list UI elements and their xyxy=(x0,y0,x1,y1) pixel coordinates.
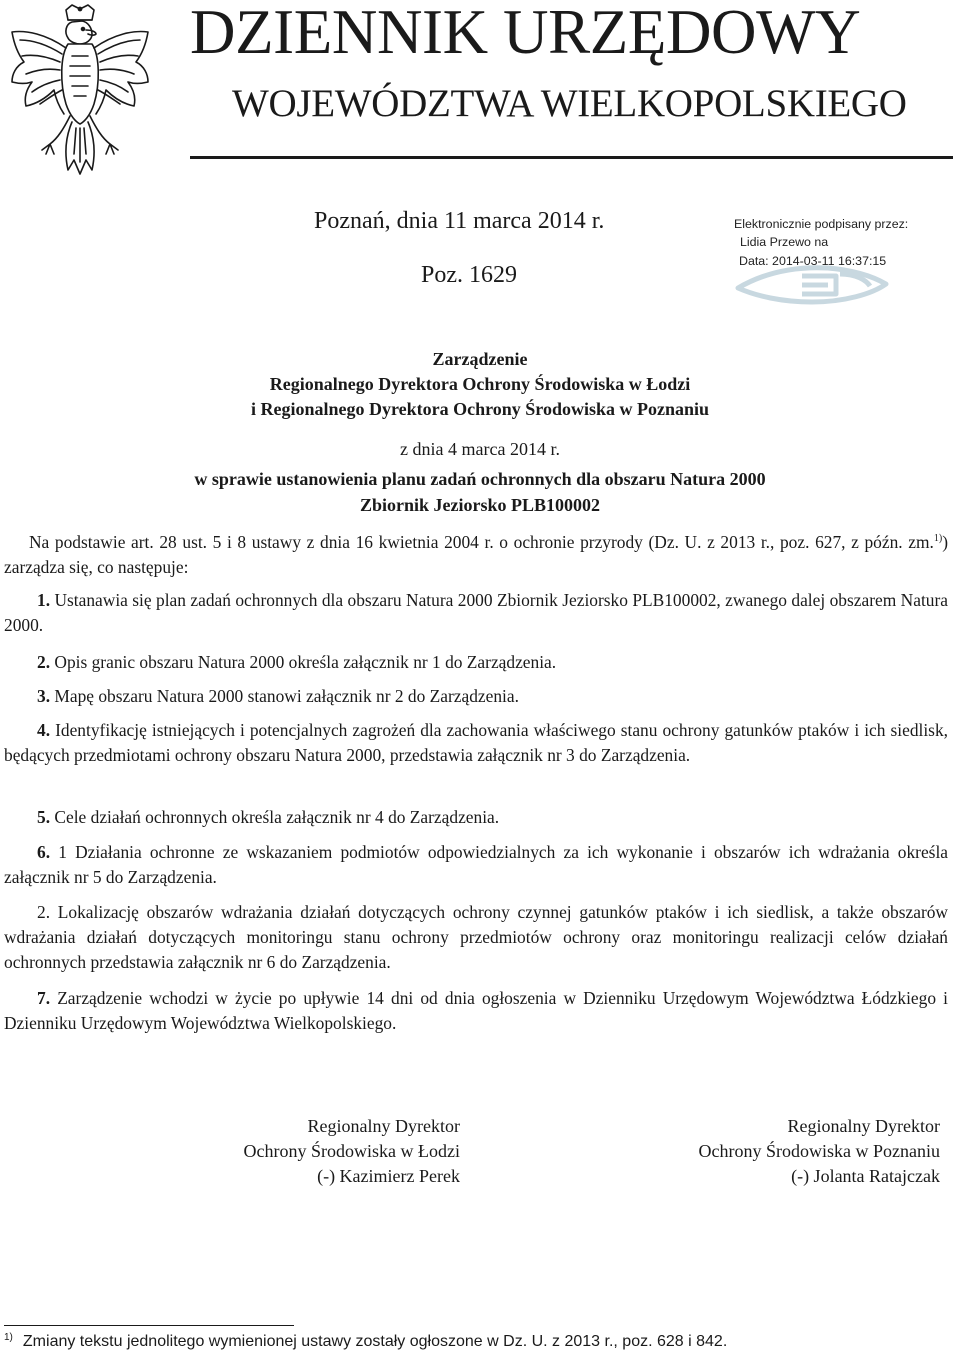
section-text: Opis granic obszaru Natura 2000 określa załącznik nr 1 do Zarządzenia. xyxy=(54,652,557,672)
section-number: 5. xyxy=(37,807,51,827)
document-subject-line-1: w sprawie ustanowienia planu zadań ochronnych dla obszaru Natura 2000 xyxy=(194,469,766,489)
section-paragraph xyxy=(4,718,948,768)
section-paragraph xyxy=(4,840,948,890)
position-number: Poz. 1629 xyxy=(421,262,517,288)
signatory-title: Regionalny Dyrektor xyxy=(307,1116,460,1136)
legal-basis-paragraph xyxy=(4,530,948,580)
signatory-title: Regionalny Dyrektor xyxy=(787,1116,940,1136)
section-text: Cele działań ochronnych określa załącznik nr 4 do Zarządzenia. xyxy=(54,807,500,827)
section-number: 1. xyxy=(37,590,51,610)
section-paragraph xyxy=(4,986,948,1036)
section-number: 6. xyxy=(37,842,51,862)
section-number: 7. xyxy=(37,988,51,1008)
section-text: Lokalizację obszarów wdrażania działań dotyczących ochrony czynnej gatunków ptaków i ich siedlisk, a także obszarów wdrażania działań dotyczących monitoringu stanu ochrony przedmiotów ochrony oraz monitoringu realizacji celów działań ochronnych przedstawia załącznik nr 6 do Zarządzenia. xyxy=(4,902,948,972)
document-subject-line-2: Zbiornik Jeziorsko PLB100002 xyxy=(359,495,601,515)
signature-label: Elektronicznie podpisany przez: xyxy=(734,217,909,231)
footnote-text: Zmiany tekstu jednolitego wymienionej ustawy zostały ogłoszone w Dz. U. z 2013 r., poz. 628 i 842. xyxy=(22,1333,728,1350)
section-paragraph xyxy=(4,805,948,830)
signatory-name: (-) Jolanta Ratajczak xyxy=(791,1166,940,1186)
section-number: 2. xyxy=(37,652,51,672)
electronic-signature-block xyxy=(730,214,955,304)
section-text: Ustanawia się plan zadań ochronnych dla obszaru Natura 2000 Zbiornik Jeziorsko PLB100002, zwanego dalej obszarem Natura 2000. xyxy=(4,590,948,635)
signature-signer: Lidia Przewo na xyxy=(740,235,829,249)
footnote-reference[interactable]: 1) xyxy=(933,533,943,545)
section-number: 4. xyxy=(37,720,51,740)
signatory-lodz xyxy=(160,1114,460,1189)
subsection-paragraph xyxy=(4,900,948,975)
masthead-subtitle: WOJEWÓDZTWA WIELKOPOLSKIEGO xyxy=(232,82,907,125)
footnote xyxy=(4,1331,954,1353)
white-eagle-coat-of-arms-icon xyxy=(6,4,154,180)
signatory-name: (-) Kazimierz Perek xyxy=(317,1166,460,1186)
signatory-poznan xyxy=(560,1114,940,1189)
signature-date: Data: 2014-03-11 16:37:15 xyxy=(739,254,887,268)
footnote-rule xyxy=(4,1325,294,1326)
legal-basis-end: ) zarządza się, co następuje: xyxy=(4,532,948,577)
section-paragraph xyxy=(4,650,948,675)
signatory-office: Ochrony Środowiska w Poznaniu xyxy=(698,1141,940,1161)
place-date: Poznań, dnia 11 marca 2014 r. xyxy=(314,208,605,234)
document-date: z dnia 4 marca 2014 r. xyxy=(400,439,560,459)
section-text: Mapę obszaru Natura 2000 stanowi załącznik nr 2 do Zarządzenia. xyxy=(54,686,519,706)
document-author-line-1: Regionalnego Dyrektora Ochrony Środowiska w Łodzi xyxy=(269,374,691,394)
signatory-office: Ochrony Środowiska w Łodzi xyxy=(243,1141,460,1161)
footnote-marker: 1) xyxy=(4,1331,13,1343)
document-author-line-2: i Regionalnego Dyrektora Ochrony Środowiska w Poznaniu xyxy=(250,399,710,419)
section-text: 1 Działania ochronne ze wskazaniem podmiotów odpowiedzialnych za ich wykonanie i obszarów ich wdrażania określa załącznik nr 5 do Zarządzenia. xyxy=(4,842,948,887)
subsection-number: 2. xyxy=(37,902,51,922)
section-number: 3. xyxy=(37,686,51,706)
document-type: Zarządzenie xyxy=(432,349,528,369)
section-text: Zarządzenie wchodzi w życie po upływie 14 dni od dnia ogłoszenia w Dzienniku Urzędowym Województwa Łódzkiego i Dzienniku Urzędowym Województwa Wielkopolskiego. xyxy=(4,988,948,1033)
section-text: Identyfikację istniejących i potencjalnych zagrożeń dla zachowania właściwego stanu ochrony gatunków ptaków i ich siedlisk, będących przedmiotami ochrony obszaru Natura 2000, przedstawia załącznik nr 3 do Zarządzenia. xyxy=(4,720,948,765)
section-paragraph xyxy=(4,684,948,709)
masthead-title: DZIENNIK URZĘDOWY xyxy=(190,0,861,67)
legal-basis-text: Na podstawie art. 28 ust. 5 i 8 ustawy z dnia 16 kwietnia 2004 r. o ochronie przyrody (Dz. U. z 2013 r., poz. 627, z późn. zm. xyxy=(29,532,934,552)
section-paragraph xyxy=(4,588,948,638)
masthead-rule xyxy=(190,156,953,159)
